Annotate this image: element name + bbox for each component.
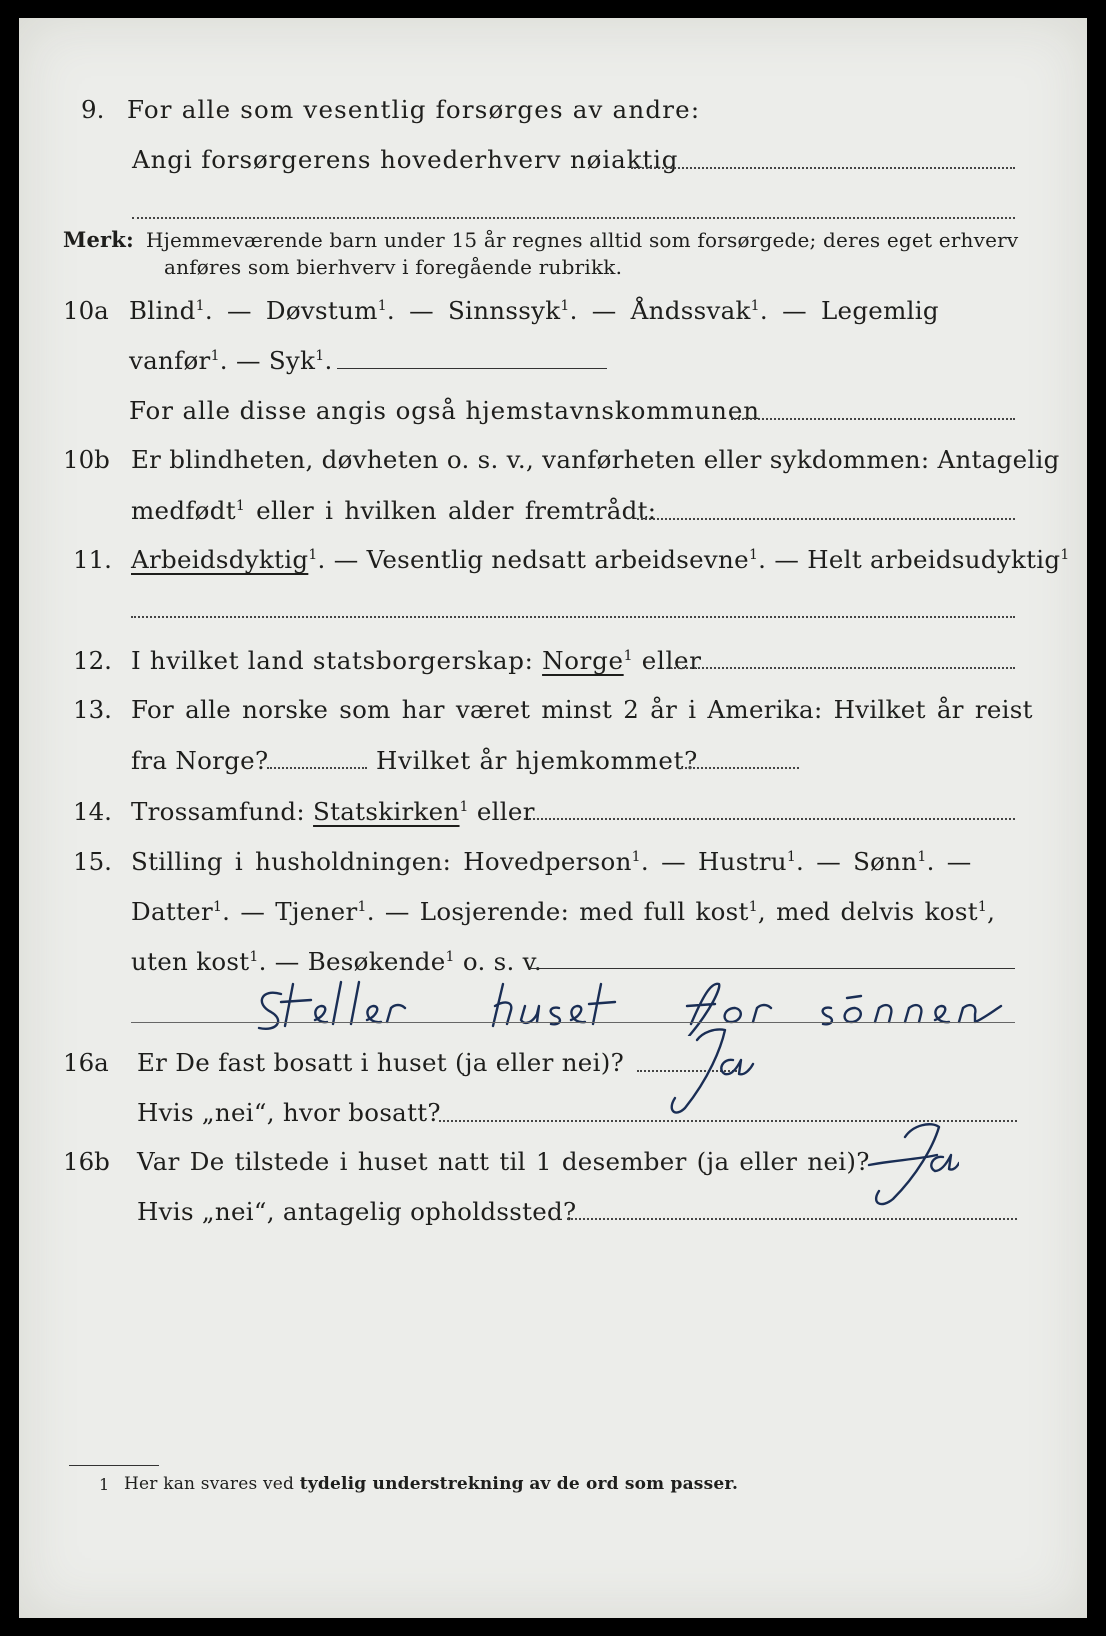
q16b-handwritten-answer — [839, 1113, 959, 1213]
q15-handwritten-answer — [241, 976, 1021, 1036]
footnote-text: Her kan svares ved tydelig understrekning av de ord som passer. — [124, 1474, 739, 1494]
q12-number: 12. — [73, 646, 112, 675]
census-form-page — [19, 18, 1087, 1618]
q10b-line2: medfødt$^1$ eller i hvilken alder fremtrådt: — [131, 496, 657, 525]
q12-answer-line — [667, 667, 1015, 669]
q14-line: Trossamfund: Statskirken$^1$ eller — [131, 797, 535, 826]
q13-line1: For alle norske som har været minst 2 år i Amerika: Hvilket år reist — [131, 695, 1033, 724]
merk-line2: anføres som bierhverv i foregående rubrikk. — [164, 255, 623, 279]
q15-line3: uten kost$^1$. — Besøkende$^1$ o. s. v. — [131, 947, 543, 976]
q16b-line1: Var De tilstede i huset natt til 1 desember (ja eller nei)? — [137, 1147, 870, 1176]
q9-line2: Angi forsørgerens hovederhverv nøiaktig — [132, 145, 679, 174]
q16a-line1: Er De fast bosatt i huset (ja eller nei)? — [137, 1048, 624, 1077]
q11-line: Arbeidsdyktig$^1$. — Vesentlig nedsatt arbeidsevne$^1$. — Helt arbeidsudyktig$^1$ — [131, 545, 1070, 574]
q10b-number: 10b — [63, 445, 110, 474]
q10a-answer-line-1 — [337, 368, 607, 369]
q15-line2: Datter$^1$. — Tjener$^1$. — Losjerende: med full kost$^1$, med delvis kost$^1$, — [131, 897, 996, 926]
footnote-rule — [69, 1465, 159, 1466]
footnote-mark: 1 — [99, 1475, 110, 1494]
q15-line1: Stilling i husholdningen: Hovedperson$^1$. — Hustru$^1$. — Sønn$^1$. — — [131, 847, 972, 876]
q16a-handwritten-answer — [645, 1018, 755, 1118]
q10b-answer-line — [637, 518, 1015, 520]
q11-number: 11. — [73, 545, 112, 574]
q15-number: 15. — [73, 847, 112, 876]
q9-number: 9. — [81, 95, 105, 124]
q13-line2a: fra Norge? — [131, 746, 269, 775]
q10a-line3: For alle disse angis også hjemstavnskommunen — [129, 396, 760, 425]
q14-number: 14. — [73, 797, 112, 826]
q15-answer-line-1 — [529, 968, 1015, 969]
q15-answer-line-2 — [131, 1022, 1015, 1023]
q10a-number: 10a — [63, 296, 109, 325]
q10a-line1: Blind$^1$. — Døvstum$^1$. — Sinnssyk$^1$. — Åndssvak$^1$. — Legemlig — [129, 296, 939, 325]
q13-hjem-line — [681, 767, 799, 769]
q16b-line2: Hvis „nei“, antagelig opholdssted? — [137, 1197, 577, 1226]
merk-label: Merk: — [63, 227, 134, 252]
q16b-number: 16b — [63, 1147, 110, 1176]
q13-reist-line — [267, 767, 367, 769]
q16a-line2: Hvis „nei“, hvor bosatt? — [137, 1098, 441, 1127]
q9-answer-line-1 — [631, 167, 1015, 169]
q10a-line2: vanfør$^1$. — Syk$^1$. — [129, 346, 333, 375]
q10b-line1: Er blindheten, døvheten o. s. v., vanførheten eller sykdommen: Antagelig — [131, 445, 1060, 474]
merk-line1: Hjemmeværende barn under 15 år regnes alltid som forsørgede; deres eget erhverv — [146, 228, 1019, 252]
q14-answer-line — [524, 818, 1015, 820]
q9-answer-line-2 — [132, 217, 1015, 219]
q13-number: 13. — [73, 695, 112, 724]
q10a-answer-line-2 — [731, 418, 1015, 420]
q16a-number: 16a — [63, 1048, 109, 1077]
q16b-opholdssted-line — [567, 1218, 1017, 1220]
q9-line1: For alle som vesentlig forsørges av andre: — [127, 95, 701, 124]
q11-answer-line — [131, 616, 1015, 618]
q12-line: I hvilket land statsborgerskap: Norge$^1$ eller — [131, 646, 702, 675]
q13-line2b: Hvilket år hjemkommet? — [376, 746, 699, 775]
